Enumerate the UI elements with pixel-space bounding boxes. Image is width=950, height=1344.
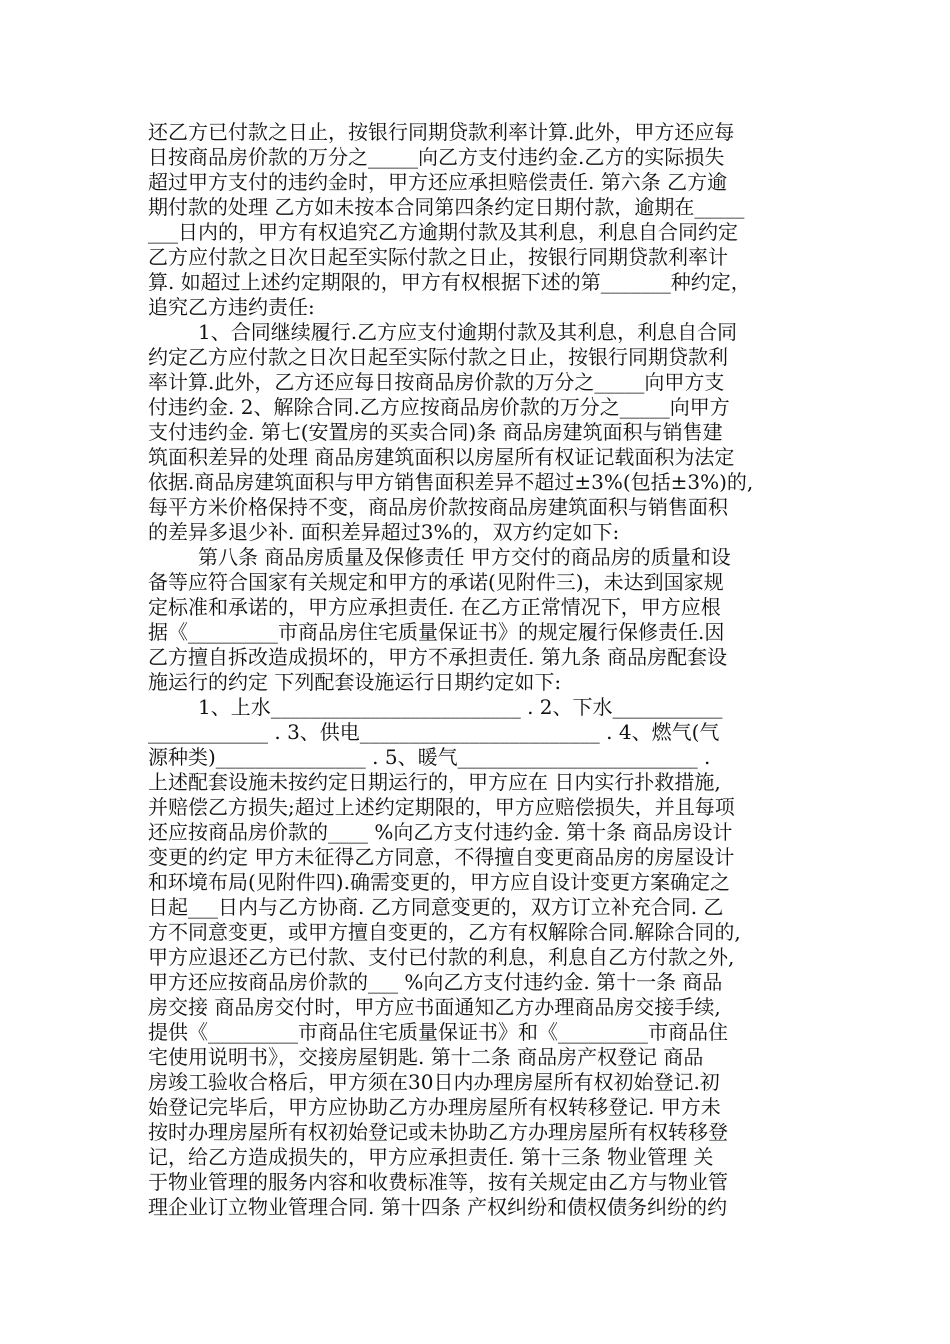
document-body	[148, 120, 808, 1220]
text-line: 日起___日内与乙方协商. 乙方同意变更的，双方订立补充合同. 乙	[148, 895, 724, 919]
text-line: 并赔偿乙方损失;超过上述约定期限的，甲方应赔偿损失，并且每项	[148, 795, 735, 819]
text-line: 据《_________市商品房住宅质量保证书》的规定履行保修责任.因	[148, 620, 725, 644]
text-line: 定标准和承诺的，甲方应承担责任. 在乙方正常情况下，甲方应根	[148, 595, 721, 619]
text-line: 筑面积差异的处理 商品房建筑面积以房屋所有权证记载面积为法定	[148, 445, 735, 469]
text-line: 率计算.此外，乙方还应每日按商品房价款的万分之_____向甲方支	[148, 370, 725, 394]
text-line: 于物业管理的服务内容和收费标准等，按有关规定由乙方与物业管	[148, 1170, 728, 1194]
text-line: 付违约金. 2、解除合同.乙方应按商品房价款的万分之_____向甲方	[148, 395, 730, 419]
text-line: 日按商品房价款的万分之_____向乙方支付违约金.乙方的实际损失	[148, 145, 725, 169]
text-line: 超过甲方支付的违约金时，甲方还应承担赔偿责任. 第六条 乙方逾	[148, 170, 728, 194]
text-line: 提供《_________市商品住宅质量保证书》和《_________市商品住	[148, 1020, 728, 1044]
text-line: 始登记完毕后，甲方应协助乙方办理房屋所有权转移登记. 甲方未	[148, 1095, 721, 1119]
text-line: 甲方还应按商品房价款的___ %向乙方支付违约金. 第十一条 商品	[148, 970, 723, 994]
text-line: 1、合同继续履行.乙方应支付逾期付款及其利息，利息自合同	[198, 320, 738, 344]
text-line: 按时办理房屋所有权初始登记或未协助乙方办理房屋所有权转移登	[148, 1120, 728, 1144]
text-line: 记，给乙方造成损失的，甲方应承担责任. 第十三条 物业管理 关	[148, 1145, 714, 1169]
text-line: 上述配套设施未按约定日期运行的，甲方应在 日内实行扑救措施,	[148, 770, 721, 794]
text-line: 施运行的约定 下列配套设施运行日期约定如下:	[148, 670, 562, 694]
text-line: 乙方擅自拆改造成损坏的，甲方不承担责任. 第九条 商品房配套设	[148, 645, 728, 669]
text-line: 备等应符合国家有关规定和甲方的承诺(见附件三)，未达到国家规	[148, 570, 724, 594]
text-line: ____________ . 3、供电________________________ . 4、燃气(气	[148, 720, 720, 744]
text-line: 还乙方已付款之日止，按银行同期贷款利率计算.此外，甲方还应每	[148, 120, 735, 144]
text-line: 期付款的处理 乙方如未按本合同第四条约定日期付款，逾期在_____	[148, 195, 745, 219]
text-line: 和环境布局(见附件四).确需变更的，甲方应自设计变更方案确定之	[148, 870, 730, 894]
text-line: 变更的约定 甲方未征得乙方同意，不得擅自变更商品房的房屋设计	[148, 845, 735, 869]
text-line: 理企业订立物业管理合同. 第十四条 产权纠纷和债权债务纠纷的约	[148, 1195, 728, 1219]
text-line: 甲方应退还乙方已付款、支付已付款的利息，利息自乙方付款之外,	[148, 945, 735, 969]
text-line: 追究乙方违约责任:	[148, 295, 315, 319]
text-line: 房竣工验收合格后，甲方须在30日内办理房屋所有权初始登记.初	[148, 1070, 720, 1094]
text-line: 的差异多退少补. 面积差异超过3%的，双方约定如下:	[148, 520, 620, 544]
text-line: 源种类)_______________ . 5、暖气________________________ .	[148, 745, 711, 769]
text-line: 每平方米价格保持不变，商品房价款按商品房建筑面积与销售面积	[148, 495, 728, 519]
text-line: 算. 如超过上述约定期限的，甲方有权根据下述的第_______种约定，	[148, 270, 751, 294]
text-line: 还应按商品房价款的____ %向乙方支付违约金. 第十条 商品房设计	[148, 820, 733, 844]
text-line: 依据.商品房建筑面积与甲方销售面积差异不超过±3%(包括±3%)的,	[148, 470, 754, 494]
text-line: 支付违约金. 第七(安置房的买卖合同)条 商品房建筑面积与销售建	[148, 420, 723, 444]
text-line: 第八条 商品房质量及保修责任 甲方交付的商品房的质量和设	[198, 545, 731, 569]
text-line: 乙方应付款之日次日起至实际付款之日止，按银行同期贷款利率计	[148, 245, 728, 269]
text-line: 1、上水_________________________ . 2、下水___________	[198, 695, 723, 719]
text-line: 房交接 商品房交付时，甲方应书面通知乙方办理商品房交接手续,	[148, 995, 721, 1019]
text-line: 约定乙方应付款之日次日起至实际付款之日止，按银行同期贷款利	[148, 345, 728, 369]
text-line: 宅使用说明书》，交接房屋钥匙. 第十二条 商品房产权登记 商品	[148, 1045, 704, 1069]
text-line: ___日内的，甲方有权追究乙方逾期付款及其利息，利息自合同约定	[148, 220, 738, 244]
text-line: 方不同意变更，或甲方擅自变更的，乙方有权解除合同.解除合同的,	[148, 920, 741, 944]
